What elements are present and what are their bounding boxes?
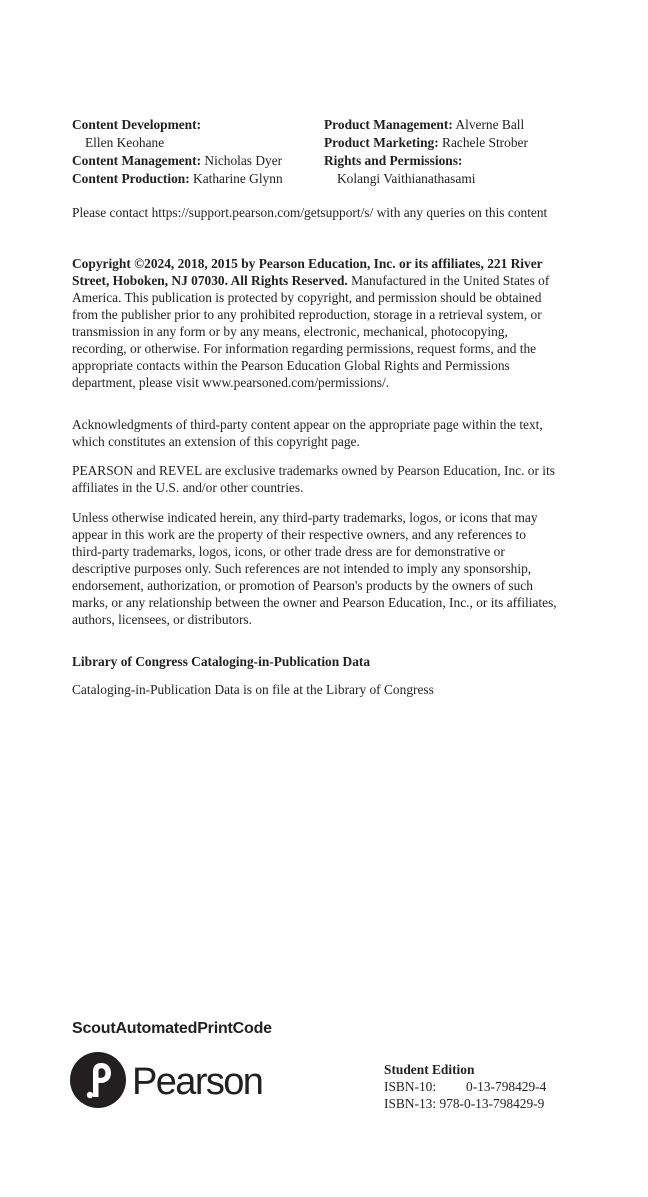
third-party-paragraph: Unless otherwise indicated herein, any third-party trademarks, logos, or icons that may appear in this work are the property of their respective owners, and any references to third-party trademarks, logos, icons, or other trade dress are for demonstrative or descriptive purposes only. Such references are not intended to imply any sponsorship, endorsement, authorization, or promotion of Pearson's products by the owners of such marks, or any relationship between the owner and Pearson Education, Inc., or its affiliates, authors, licensees, or distributors. (72, 510, 557, 627)
isbn-13-value: 978-0-13-798429-9 (439, 1096, 545, 1111)
credit-line (324, 116, 574, 134)
print-code: ScoutAutomatedPrintCode (72, 1020, 272, 1037)
pearson-logo (70, 1052, 270, 1112)
credits-right-column (324, 116, 574, 188)
credit-line (72, 134, 320, 152)
credit-value: Kolangi Vaithianathasami (337, 171, 476, 186)
credit-line (72, 116, 320, 134)
cip-heading: Library of Congress Cataloging-in-Publication Data (72, 654, 371, 669)
isbn-10-row (384, 1078, 546, 1095)
credits-left-column (72, 116, 320, 188)
credit-value: Nicholas Dyer (204, 153, 283, 168)
isbn-10-value: 0-13-798429-4 (466, 1079, 547, 1094)
credit-label: Content Management: (72, 153, 202, 168)
acknowledgments-paragraph: Acknowledgments of third-party content appear on the appropriate page within the text, which constitutes an extension of this copyright page. (72, 417, 543, 449)
pearson-p-icon (70, 1052, 126, 1108)
edition-title: Student Edition (384, 1062, 475, 1077)
contact-paragraph: Please contact https://support.pearson.com/getsupport/s/ with any queries on this content (72, 205, 548, 220)
cip-text: Cataloging-in-Publication Data is on file at the Library of Congress (72, 682, 434, 697)
credit-value: Ellen Keohane (85, 135, 165, 150)
credit-line (72, 152, 320, 170)
edition-block (384, 1061, 546, 1112)
credit-line (324, 152, 574, 170)
credit-label: Content Development: (72, 117, 202, 132)
isbn-10-label: ISBN-10: (384, 1079, 437, 1094)
credit-label: Rights and Permissions: (324, 153, 463, 168)
copyright-statement: Copyright ©2024, 2018, 2015 by Pearson Education, Inc. or its affiliates, 221 River Street, Hoboken, NJ 07030. All Rights Reserved. (72, 256, 543, 288)
credit-line (72, 170, 320, 188)
isbn-13-label: ISBN-13: (384, 1096, 437, 1111)
credit-label: Content Production: (72, 171, 190, 186)
pearson-wordmark: Pearson (132, 1061, 263, 1103)
credit-line (324, 170, 574, 188)
copyright-paragraph (72, 255, 558, 391)
credit-label: Product Management: (324, 117, 453, 132)
isbn-13-row (384, 1095, 546, 1112)
credit-value: Rachele Strober (442, 135, 528, 150)
credit-line (324, 134, 574, 152)
copyright-details: Manufactured in the United States of America. This publication is protected by copyright, and permission should be obtained from the publisher prior to any prohibited reproduction, storage in a retrieval system, or transmission in any form or by any means, electronic, mechanical, photocopying, recording, or otherwise. For information regarding permissions, request forms, and the appropriate contacts within the Pearson Education Global Rights and Permissions department, please visit www.pearsoned.com/permissions/. (72, 273, 550, 390)
credit-value: Katharine Glynn (193, 171, 283, 186)
credit-value: Alverne Ball (455, 117, 525, 132)
trademarks-paragraph: PEARSON and REVEL are exclusive trademarks owned by Pearson Education, Inc. or its affiliates in the U.S. and/or other countries. (72, 463, 555, 495)
credit-label: Product Marketing: (324, 135, 439, 150)
